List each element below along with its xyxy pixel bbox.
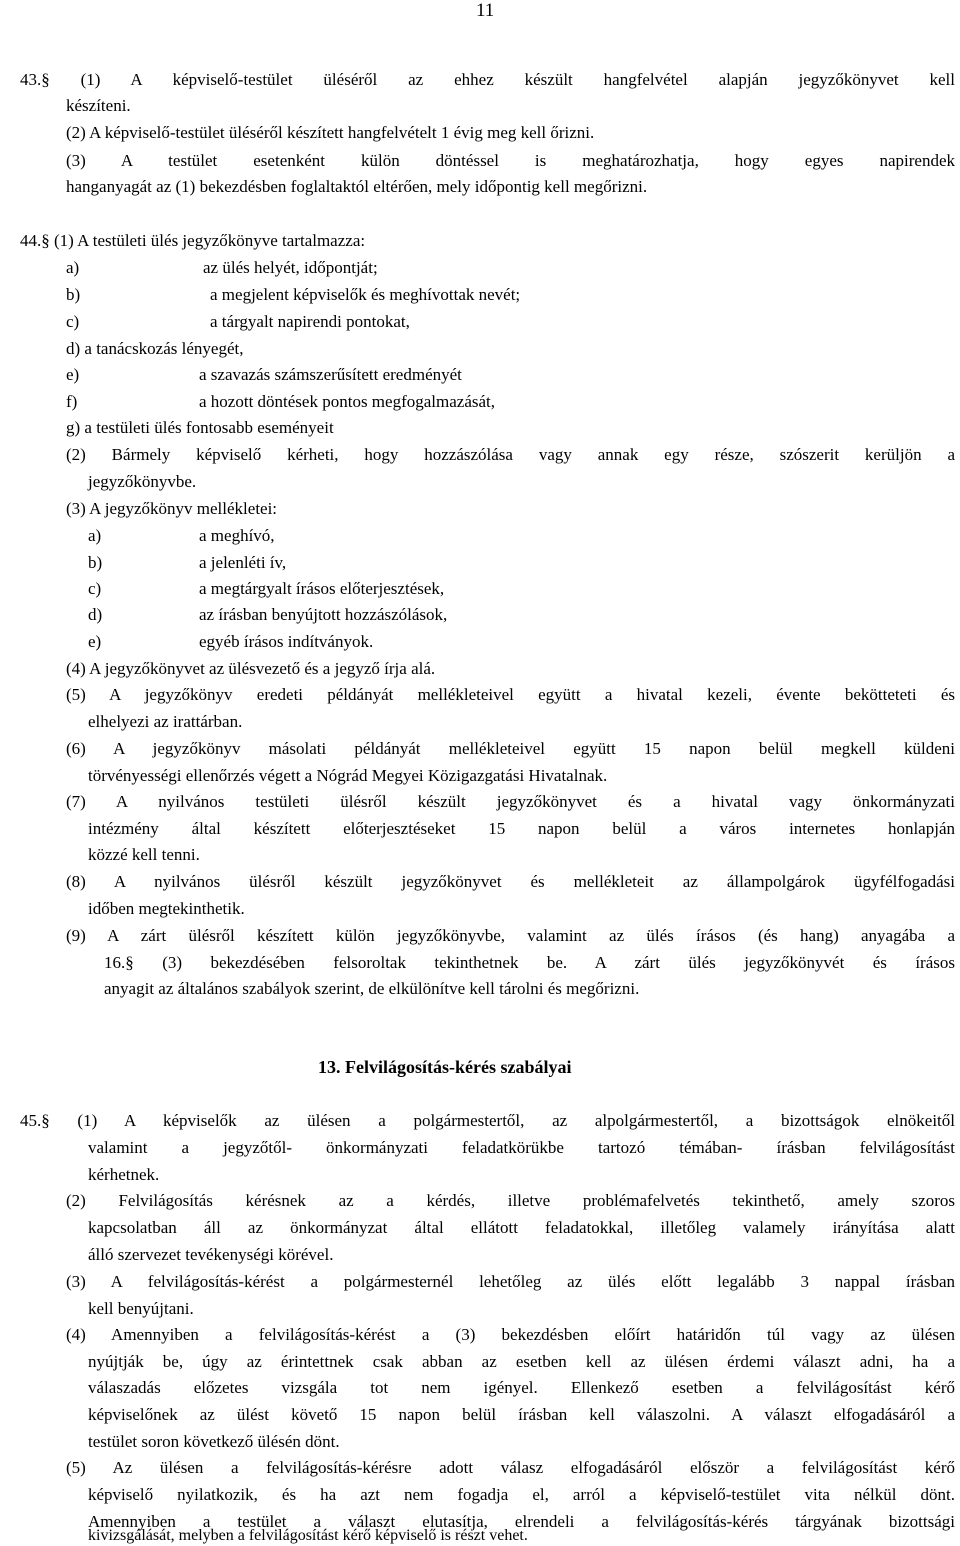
s44-attachment-c: a megtárgyalt írásos előterjesztések, [199, 579, 445, 598]
s45-para-4-line-5: testület soron következő ülésén dönt. [88, 1432, 340, 1451]
s44-para-5-line-2: elhelyezi az irattárban. [88, 712, 243, 731]
s45-line-1: 45.§ (1) A képviselők az ülésen a polgármestertől, az alpolgármestertől, a bizottságok elnökeitől [20, 1111, 955, 1130]
s45-para-3-line-1: (3) A felvilágosítás-kérést a polgármesternél lehetőleg az ülés előtt legalább 3 nappal írásban [66, 1272, 955, 1291]
s43-line-3: (2) A képviselő-testület üléséről készített hangfelvételt 1 évig meg kell őrizni. [66, 123, 595, 142]
s44-para-9-line-1: (9) A zárt ülésről készített külön jegyzőkönyvbe, valamint az ülés írásos (és hang) anyagába a [66, 926, 955, 945]
s45-para-5-line-2: képviselő nyilatkozik, és ha azt nem fogadja el, arról a képviselő-testület vita nélkül dönt. [88, 1485, 955, 1504]
s45-para-5-line-4: kivizsgálását, melyben a felvilágosítást kérő képviselő is részt vehet. [88, 1527, 528, 1544]
page-number: 11 [476, 0, 495, 21]
s44-para-8-line-2: időben megtekinthetik. [88, 899, 245, 918]
s44-para-7-line-3: közzé kell tenni. [88, 845, 200, 864]
s44-item-d: d) a tanácskozás lényegét, [66, 339, 244, 358]
s45-para-4-line-1: (4) Amennyiben a felvilágosítás-kérést a (3) bekezdésben előírt határidőn túl vagy az ülésen [66, 1325, 955, 1344]
s45-para-5-line-3: Amennyiben a testület a választ elutasítja, elrendeli a felvilágosítás-kérés tárgyának bizottsági [88, 1512, 955, 1531]
s44-attachment-b: a jelenléti ív, [199, 553, 287, 572]
s44-item-c-label: c) [66, 312, 80, 331]
s44-para-1: 44.§ (1) A testületi ülés jegyzőkönyve tartalmazza: [20, 231, 366, 250]
s44-para-6-line-1: (6) A jegyzőkönyv másolati példányát mellékleteivel együtt 15 napon belül megkell küldeni [66, 739, 955, 758]
s44-para-5-line-1: (5) A jegyzőkönyv eredeti példányát mellékleteivel együtt a hivatal kezeli, évente bekötteteti és [66, 685, 955, 704]
s45-para-5-line-1: (5) Az ülésen a felvilágosítás-kérésre adott válasz elfogadásáról először a felvilágosítást kérő [66, 1458, 955, 1477]
s45-line-3: kérhetnek. [88, 1165, 160, 1184]
s45-para-2-line-3: álló szervezet tevékenységi körével. [88, 1245, 334, 1264]
s44-para-9-line-2: 16.§ (3) bekezdésében felsoroltak tekinthetnek be. A zárt ülés jegyzőkönyvét és írásos [104, 953, 955, 972]
s44-attachment-b-label: b) [88, 553, 103, 572]
s44-para-7-line-1: (7) A nyilvános testületi ülésről készült jegyzőkönyvet és a hivatal vagy önkormányzati [66, 792, 955, 811]
s44-item-e: a szavazás számszerűsített eredményét [199, 365, 462, 384]
s43-line-1: 43.§ (1) A képviselő-testület üléséről az ehhez készült hangfelvétel alapján jegyzőkönyvet kell [20, 70, 955, 89]
s44-item-a-label: a) [66, 258, 80, 277]
s44-para-2-line-2: jegyzőkönyvbe. [88, 472, 197, 491]
s44-attachment-e: egyéb írásos indítványok. [199, 632, 374, 651]
s44-attachment-e-label: e) [88, 632, 102, 651]
s44-para-8-line-1: (8) A nyilvános ülésről készült jegyzőkönyvet és mellékleteit az állampolgárok ügyfélfogadási [66, 872, 955, 891]
s45-line-2: valamint a jegyzőtől- önkormányzati feladatkörükbe tartozó témában- írásban felvilágosítást [88, 1138, 955, 1157]
s45-para-2-line-1: (2) Felvilágosítás kérésnek az a kérdés, illetve problémafelvetés tekinthető, amely szoros [66, 1191, 955, 1210]
s44-item-f-label: f) [66, 392, 78, 411]
s44-para-3: (3) A jegyzőkönyv mellékletei: [66, 499, 278, 518]
s43-line-4: (3) A testület esetenként külön döntéssel is meghatározhatja, hogy egyes napirendek [66, 151, 955, 170]
s45-para-2-line-2: kapcsolatban áll az önkormányzat által ellátott feladatokkal, illetőleg valamely irányítása alatt [88, 1218, 955, 1237]
s44-item-a: az ülés helyét, időpontját; [203, 258, 378, 277]
s43-line-2: készíteni. [66, 96, 131, 115]
s44-attachment-c-label: c) [88, 579, 102, 598]
s43-line-5: hanganyagát az (1) bekezdésben foglaltaktól eltérően, mely időpontig kell megőrizni. [66, 177, 648, 196]
s45-para-4-line-2: nyújtják be, úgy az érintettnek csak abban az esetben kell az ülésen érdemi választ adni, ha a [88, 1352, 955, 1371]
s45-para-4-line-4: képviselőnek az ülést követő 15 napon belül írásban kell válaszolni. A választ elfogadásáról a [88, 1405, 955, 1424]
s44-para-2-line-1: (2) Bármely képviselő kérheti, hogy hozzászólása vagy annak egy része, szószerit kerüljön a [66, 445, 955, 464]
s44-item-f: a hozott döntések pontos megfogalmazását, [199, 392, 495, 411]
s44-attachment-d-label: d) [88, 605, 103, 624]
section-heading-13: 13. Felvilágosítás-kérés szabályai [318, 1057, 572, 1077]
s45-para-4-line-3: válaszadás előzetes vizsgála tot nem igényel. Ellenkező esetben a felvilágosítást kérő [88, 1378, 955, 1397]
s45-para-3-line-2: kell benyújtani. [88, 1299, 194, 1318]
s44-item-e-label: e) [66, 365, 80, 384]
s44-item-g: g) a testületi ülés fontosabb eseményeit [66, 418, 334, 437]
s44-item-b: a megjelent képviselők és meghívottak nevét; [210, 285, 521, 304]
s44-para-6-line-2: törvényességi ellenőrzés végett a Nógrád Megyei Közigazgatási Hivatalnak. [88, 766, 608, 785]
s44-para-7-line-2: intézmény által készített előterjesztéseket 15 napon belül a város internetes honlapján [88, 819, 955, 838]
s44-attachment-a-label: a) [88, 526, 102, 545]
s44-para-4: (4) A jegyzőkönyvet az ülésvezető és a jegyző írja alá. [66, 659, 436, 678]
s44-para-9-line-3: anyagit az általános szabályok szerint, de elkülönítve kell tárolni és megőrizni. [104, 979, 640, 998]
s44-item-c: a tárgyalt napirendi pontokat, [210, 312, 410, 331]
s44-attachment-d: az írásban benyújtott hozzászólások, [199, 605, 448, 624]
s44-attachment-a: a meghívó, [199, 526, 275, 545]
s44-item-b-label: b) [66, 285, 81, 304]
